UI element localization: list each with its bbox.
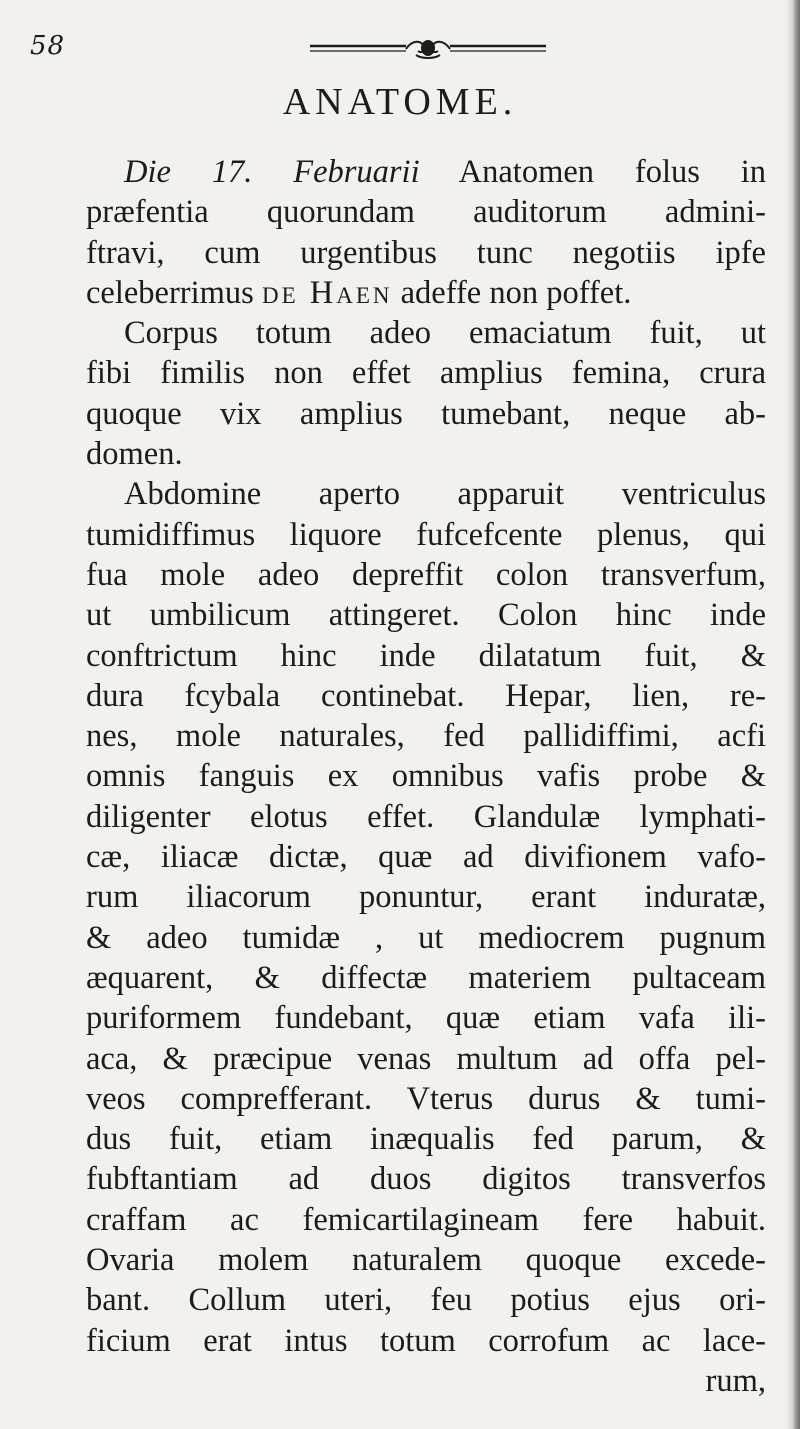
body-text <box>86 152 766 1401</box>
text-line: Ovaria molem naturalem quoque excede- <box>86 1242 766 1279</box>
author-name: de Haen <box>261 274 393 311</box>
catchword: rum, <box>705 1362 766 1399</box>
text-line: rum iliacorum ponuntur, erant induratæ, <box>86 879 766 916</box>
text-line: fibi fimilis non effet amplius femina, crura <box>86 355 766 392</box>
text-line: aca, & præcipue venas multum ad offa pel- <box>86 1040 766 1077</box>
text-line: omnis fanguis ex omnibus vafis probe & <box>86 758 766 795</box>
text-line: æquarent, & diffectæ materiem pultaceam <box>86 959 766 996</box>
text-line: ficium erat intus totum corrofum ac lace- <box>86 1322 766 1359</box>
ornament-rule-icon <box>308 38 548 60</box>
text-line: diligenter elotus effet. Glandulæ lymphati- <box>86 798 766 835</box>
text-line: fubftantiam ad duos digitos transverfos <box>86 1161 766 1198</box>
text-line: conftrictum hinc inde dilatatum fuit, & <box>86 637 766 674</box>
text-line: craffam ac femicartilagineam fere habuit. <box>86 1201 766 1238</box>
text-line: dus fuit, etiam inæqualis fed parum, & <box>86 1121 766 1158</box>
text-line: Die 17. Februarii Anatomen folus in <box>124 154 766 190</box>
text-line: celeberrimus de Haen adeffe non poffet. <box>86 274 632 311</box>
text-line: puriformem fundebant, quæ etiam vafa ili- <box>86 1000 766 1037</box>
text-line: ut umbilicum attingeret. Colon hinc inde <box>86 597 766 634</box>
text-line: Abdomine aperto apparuit ventriculus <box>124 476 766 513</box>
text-line: veos comprefferant. Vterus durus & tumi- <box>86 1080 766 1117</box>
text-line: præfentia quorundam auditorum admini- <box>86 194 766 231</box>
entry-date: Die 17. Februarii <box>124 154 420 190</box>
text-line: Corpus totum adeo emaciatum fuit, ut <box>124 315 766 352</box>
text-line: ftravi, cum urgentibus tunc negotiis ipfe <box>86 234 766 271</box>
page-number: 58 <box>30 31 66 61</box>
text-line: tumidiffimus liquore fufcefcente plenus, qui <box>86 516 766 553</box>
page-edge-shadow <box>786 0 800 1429</box>
text-line: domen. <box>86 436 183 473</box>
text-line: quoque vix amplius tumebant, neque ab- <box>86 395 766 432</box>
running-title: ANATOME. <box>282 81 518 123</box>
text-line: bant. Collum uteri, feu potius ejus ori- <box>86 1282 766 1319</box>
text-line: fua mole adeo depreffit colon transverfum, <box>86 556 766 593</box>
text-line: dura fcybala continebat. Hepar, lien, re- <box>86 677 766 714</box>
text-line: cæ, iliacæ dictæ, quæ ad divifionem vafo- <box>86 839 766 876</box>
text-line: & adeo tumidæ , ut mediocrem pugnum <box>86 919 766 956</box>
text-line: nes, mole naturales, fed pallidiffimi, acfi <box>86 718 766 755</box>
